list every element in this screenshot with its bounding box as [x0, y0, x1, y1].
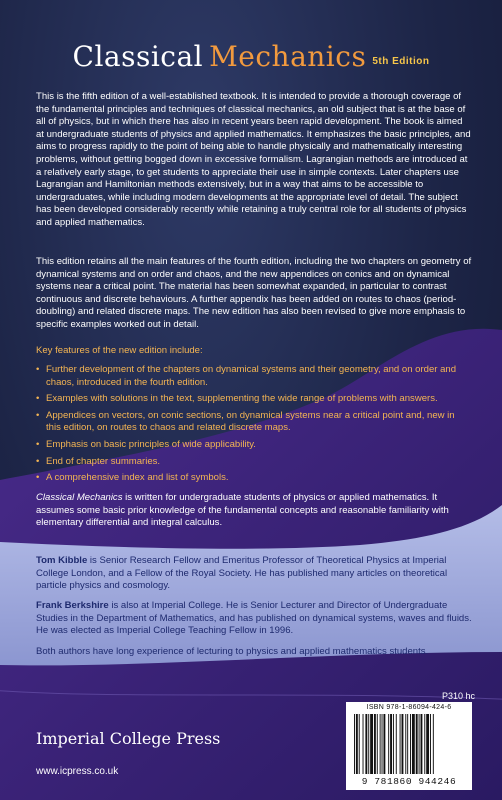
barcode-bar	[382, 714, 383, 774]
key-feature-item: • Further development of the chapters on dynamical systems and their geometry, and on order and chaos, introduced in the fourth edition.	[36, 364, 472, 389]
barcode-bar	[396, 714, 397, 774]
barcode-bar	[412, 714, 415, 774]
barcode-bar	[359, 714, 360, 774]
author-bio-text: is Senior Research Fellow and Emeritus Professor of Theoretical Physics at Imperial College London, and a Fellow of the Royal Society. He has published many articles on theoretical particle physics and cosmology.	[36, 555, 448, 592]
barcode-bar	[368, 714, 369, 774]
key-feature-item: • End of chapter summaries.	[36, 456, 472, 469]
barcode-bar	[402, 714, 404, 774]
authors-closing: Both authors have long experience of lecturing to physics and applied mathematics students.	[36, 646, 429, 657]
barcode-bar	[365, 714, 367, 774]
barcode-bar	[421, 714, 423, 774]
isbn-barcode	[346, 702, 472, 790]
barcode-bar	[419, 714, 420, 774]
barcode-bar	[383, 714, 385, 774]
book-title	[0, 40, 502, 73]
publisher-url: www.icpress.co.uk	[36, 766, 119, 777]
barcode-bar	[356, 714, 358, 774]
barcode-bar	[370, 714, 373, 774]
barcode-bar	[430, 714, 431, 774]
isbn-text: ISBN 978-1-86094-424-6	[366, 704, 452, 711]
title-word-classical: Classical	[72, 40, 204, 73]
audience-text: is written for undergraduate students of physics or applied mathematics. It assumes some basic prior knowledge of the fundamental concepts and reasonable familiarity with elementary differential and integral calculus.	[36, 492, 449, 529]
author-name: Tom Kibble	[36, 555, 88, 566]
ean-number: 9 781860 944246	[361, 776, 457, 787]
barcode-bar	[424, 714, 425, 774]
barcode-bar	[405, 714, 406, 774]
key-feature-item: • Examples with solutions in the text, supplementing the wide range of problems with answers.	[36, 393, 472, 406]
barcode-bars	[354, 714, 464, 774]
author-bio-text: is also at Imperial College. He is Senior Lecturer and Director of Undergraduate Studies in the Department of Mathematics, and has published on dynamical systems, waves and fluids. He was elected as Imperial College Teaching Fellow in 1996.	[36, 600, 472, 637]
barcode-bar	[374, 714, 376, 774]
barcode-bar	[388, 714, 389, 774]
key-feature-item: • Appendices on vectors, on conic sections, on dynamical systems near a critical point and, new in this edition, on routes to chaos and related discrete maps.	[36, 410, 472, 435]
barcode-bar	[390, 714, 392, 774]
description-paragraph-1: This is the fifth edition of a well-established textbook. It is intended to provide a thorough coverage of the fundamental principles and techniques of classical mechanics, an old subject that is at the base of all of physics, but in which there has also in recent years been rapid development. The book is aimed at undergraduate students of physics and applied mathematics. It emphasizes the basic principles, and aims to progress rapidly to the point of being able to handle physically and mathematically interesting problems, without getting bogged down in excessive formalism. Lagrangian methods are introduced at a relatively early stage, to get students to appreciate their use in simple contexts. Later chapters use Lagrangian and Hamiltonian methods extensively, but in a way that aims to be accessible to undergraduates, while including modern developments at the appropriate level of detail. The subject has been developed considerably recently while retaining a truly central role for all students of physics and applied mathematics.	[36, 91, 471, 228]
key-features-heading: Key features of the new edition include:	[36, 345, 203, 356]
key-feature-item: • Emphasis on basic principles of wide applicability.	[36, 439, 472, 452]
author-bio-kibble	[36, 555, 472, 593]
audience-paragraph	[36, 492, 472, 530]
key-feature-item: • A comprehensive index and list of symbols.	[36, 472, 472, 485]
key-features-list	[36, 364, 472, 489]
barcode-bar	[354, 714, 355, 774]
barcode-bar	[433, 714, 434, 774]
barcode-bar	[400, 714, 401, 774]
author-name: Frank Berkshire	[36, 600, 109, 611]
audience-book-title: Classical Mechanics	[36, 492, 123, 503]
description-paragraph-2: This edition retains all the main features of the fourth edition, including the two chapters on geometry of dynamical systems and on order and chaos, and the new appendices on conics and on dynamical systems near a critical point. The material has been somewhat expanded, in particular to contrast continuous and discrete behaviours. A further appendix has been added on routes to chaos (period-doubling) and related discrete maps. The new edition has also been revised to give more emphasis to specific examples worked out in detail.	[36, 256, 472, 330]
publisher-name: Imperial College Press	[36, 729, 221, 748]
barcode-bar	[426, 714, 429, 774]
barcode-bar	[416, 714, 418, 774]
barcode-bar	[407, 714, 408, 774]
edition-label: 5th Edition	[372, 56, 430, 67]
product-code: P310 hc	[442, 691, 476, 701]
barcode-bar	[393, 714, 394, 774]
barcode-bar	[410, 714, 411, 774]
barcode-bar	[380, 714, 381, 774]
barcode-bar	[363, 714, 364, 774]
author-bio-berkshire	[36, 600, 472, 638]
title-word-mechanics: Mechanics	[209, 40, 367, 73]
barcode-bar	[377, 714, 378, 774]
